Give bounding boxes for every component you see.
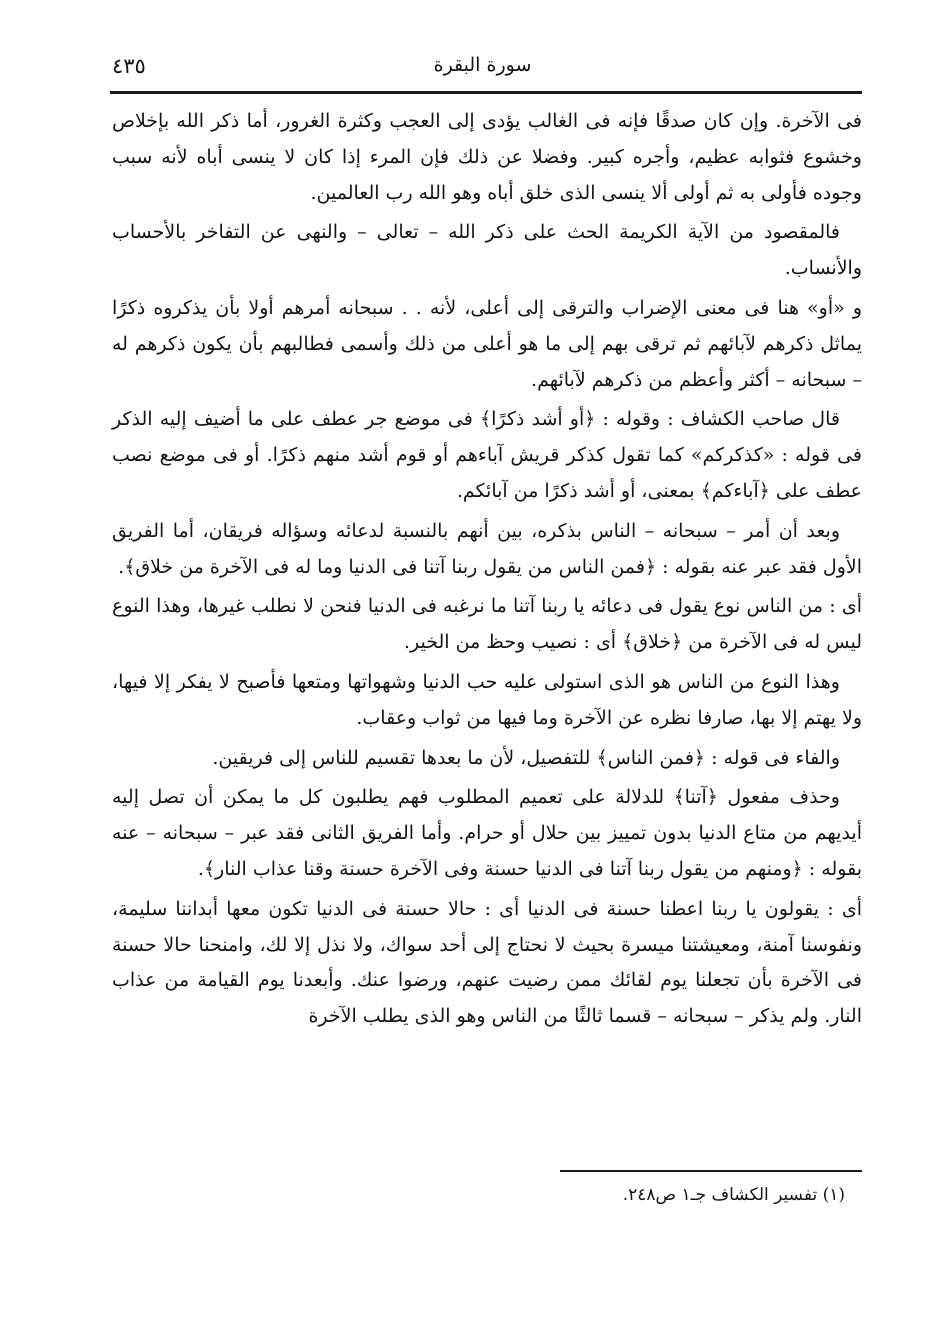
page-number: ٤٣٥ (112, 54, 146, 78)
paragraph: أى : من الناس نوع يقول فى دعائه يا ربنا آتنا ما نرغبه فى الدنيا فنحن لا نطلب غيرها، وهذا النوع ليس له فى الآخرة من ﴿خلاق﴾ أى : نصيب وحظ من الخير. (112, 595, 862, 654)
header-rule (110, 91, 862, 94)
page-header (110, 50, 855, 90)
paragraph: وهذا النوع من الناس هو الذى استولى عليه حب الدنيا وشهواتها ومتعها فأصبح لا يفكر إلا فيها، ولا يهتم إلا بها، صارفا نظره عن الآخرة وما فيها من ثواب وعقاب. (112, 670, 862, 729)
footnote-rule (560, 1170, 862, 1172)
paragraph: وحذف مفعول ﴿آتنا﴾ للدلالة على تعميم المطلوب فهم يطلبون كل ما يمكن أن تصل إليه أيديهم من متاع الدنيا بدون تمييز بين حلال أو حرام. وأما الفريق الثانى فقد عبر – سبحانه – عنه بقوله : ﴿ومنهم من يقول ربنا آتنا فى الدنيا حسنة وفى الآخرة حسنة وقنا عذاب النار﴾. (112, 786, 862, 880)
footnote: (١) تفسير الكشاف جـ١ ص٢٤٨. (622, 1185, 845, 1205)
paragraph: قال صاحب الكشاف : وقوله : ﴿أو أشد ذكرًا﴾ فى موضع جر عطف على ما أضيف إليه الذكر فى قوله : «كذكركم» كما تقول كذكر قريش آباءهم أو قوم أشد منهم ذكرًا. أو فى موضع نصب عطف على ﴿آباءكم﴾ بمعنى، أو أشد ذكرًا من آبائكم. (112, 408, 862, 502)
body-text (112, 104, 862, 1039)
paragraph: والفاء فى قوله : ﴿فمن الناس﴾ للتفصيل، لأن ما بعدها تقسيم للناس إلى فريقين. (212, 746, 840, 769)
surah-title: سورة البقرة (433, 54, 532, 76)
paragraph: فالمقصود من الآية الكريمة الحث على ذكر الله – تعالى – والنهى عن التفاخر بالأحساب والأنساب. (112, 221, 862, 280)
paragraph: وبعد أن أمر – سبحانه – الناس بذكره، بين أنهم بالنسبة لدعائه وسؤاله فريقان، أما الفريق الأول فقد عبر عنه بقوله : ﴿فمن الناس من يقول ربنا آتنا فى الدنيا وما له فى الآخرة من خلاق﴾. (112, 519, 862, 578)
paragraph: أى : يقولون يا ربنا اعطنا حسنة فى الدنيا أى : حالا حسنة فى الدنيا تكون معها أبداننا سليمة، ونفوسنا آمنة، ومعيشتنا ميسرة بحيث لا نحتاج إلى أحد سواك، ولا نذل إلا لك، وامنحنا حالا حسنة فى الآخرة بأن تجعلنا يوم لقائك ممن رضيت عنهم، ورضوا عنك. وأبعدنا يوم القيامة من عذاب النار. ولم يذكر – سبحانه – قسما ثالثًا من الناس وهو الذى يطلب الآخرة (112, 897, 862, 1028)
paragraph: و «أو» هنا فى معنى الإضراب والترقى إلى أعلى، لأنه . . سبحانه أمرهم أولا بأن يذكروه ذكرًا يماثل ذكرهم لآبائهم ثم ترقى بهم إلى ما هو أعلى من ذلك وأسمى فطالبهم بأن يكون ذكرهم له – سبحانه – أكثر وأعظم من ذكرهم لآبائهم. (112, 296, 862, 391)
paragraph: فى الآخرة. وإن كان صدقًا فإنه فى الغالب يؤدى إلى العجب وكثرة الغرور، أما ذكر الله بإخلاص وخشوع فثوابه عظيم، وأجره كبير. وفضلا عن ذلك فإن المرء إذا كان لا ينسى أباه لأنه سبب وجوده فأولى به ثم أولى ألا ينسى الذى خلق أباه وهو الله رب العالمين. (112, 110, 862, 204)
